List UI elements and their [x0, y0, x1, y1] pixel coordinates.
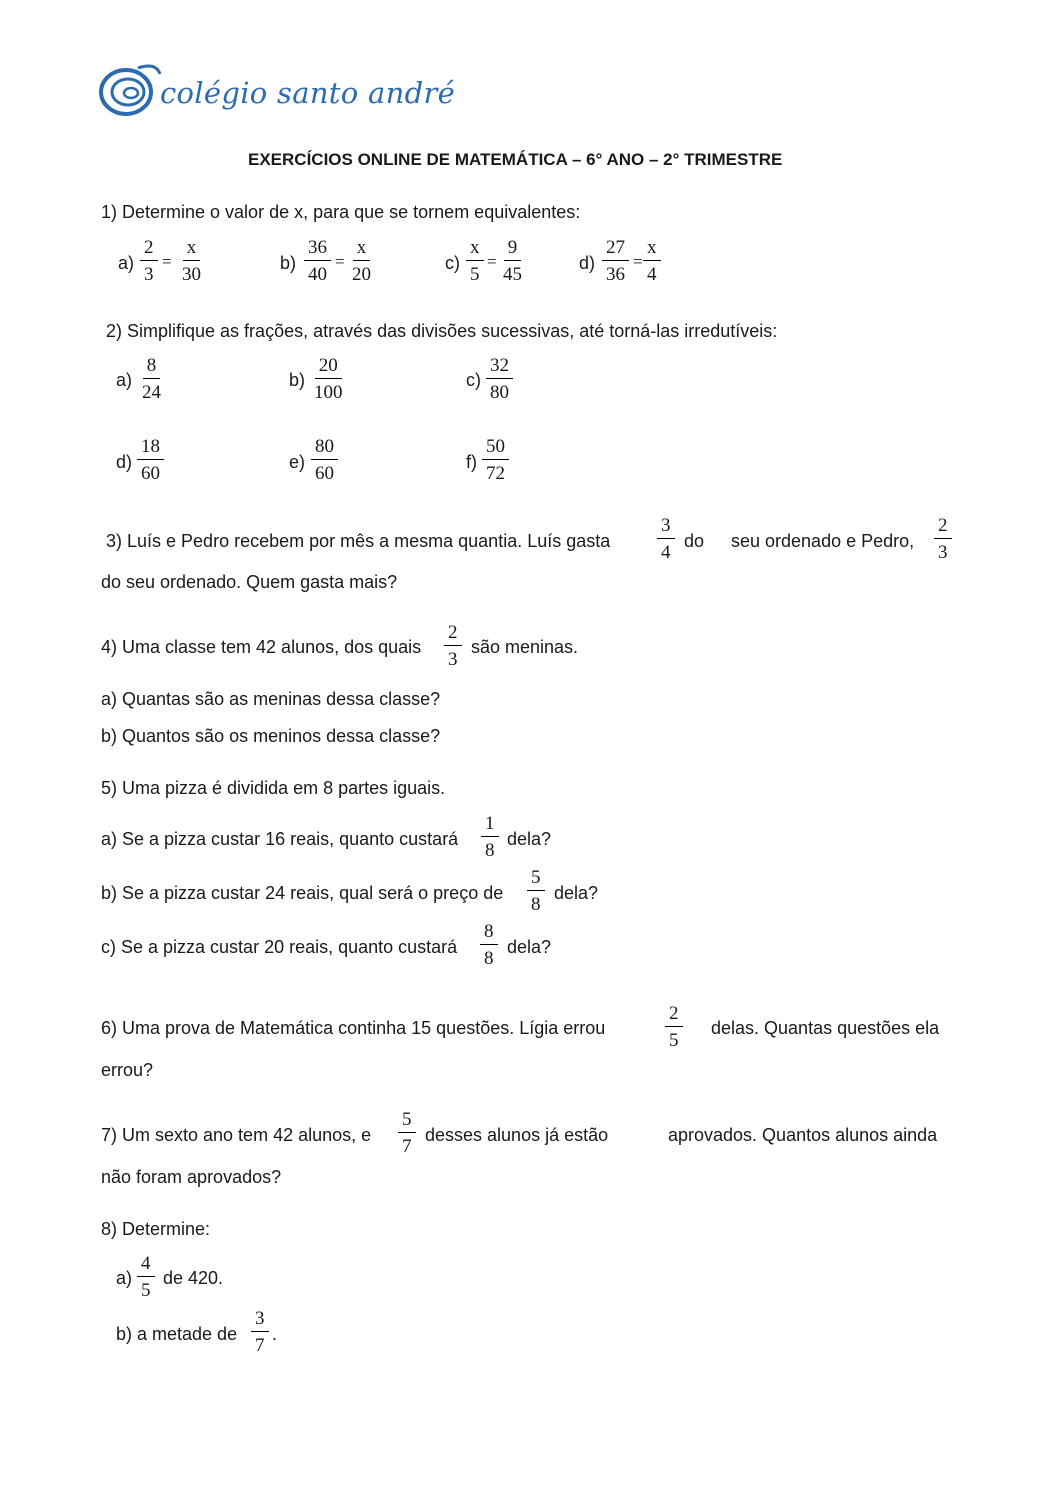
question-6-text-line2: errou?	[101, 1060, 154, 1080]
q2-b-fraction	[310, 356, 347, 402]
equals-sign: =	[487, 252, 497, 271]
numerator: 5	[398, 1110, 416, 1133]
q7-fraction	[398, 1110, 416, 1156]
q1-a-left-fraction	[140, 238, 158, 284]
question-3-text-line2: do seu ordenado. Quem gasta mais?	[101, 572, 398, 592]
question-5a-end: dela?	[507, 829, 552, 849]
numerator: x	[183, 238, 201, 261]
school-name: colégio santo andré	[160, 76, 456, 110]
denominator: 100	[314, 382, 343, 403]
q1-c-left-fraction	[466, 238, 484, 284]
question-5b-text: b) Se a pizza custar 24 reais, qual será o preço de	[101, 883, 504, 903]
numerator: 27	[602, 238, 629, 261]
denominator: 3	[144, 264, 154, 285]
numerator: 36	[304, 238, 331, 261]
question-4-text-part1: 4) Uma classe tem 42 alunos, dos quais	[101, 637, 422, 657]
numerator: 3	[251, 1309, 269, 1332]
numerator: x	[643, 238, 661, 261]
denominator: 60	[141, 463, 160, 484]
q8a-fraction	[137, 1254, 155, 1300]
question-8b-text: b) a metade de	[116, 1324, 238, 1344]
question-7-text-part2: desses alunos já estão	[425, 1125, 609, 1145]
denominator: 8	[531, 894, 541, 915]
question-8b-end: .	[272, 1324, 278, 1344]
q5b-fraction	[527, 868, 545, 914]
denominator: 5	[470, 264, 480, 285]
q1-b-right-fraction	[348, 238, 375, 284]
question-3-text-part1: 3) Luís e Pedro recebem por mês a mesma quantia. Luís gasta	[106, 531, 611, 551]
q2-d-label: d)	[116, 452, 133, 472]
q1-d-label: d)	[579, 253, 596, 273]
q5a-fraction	[481, 814, 499, 860]
question-6-text-part1: 6) Uma prova de Matemática continha 15 questões. Lígia errou	[101, 1018, 606, 1038]
q5c-fraction	[480, 922, 498, 968]
q2-c-fraction	[486, 356, 513, 402]
q2-a-label: a)	[116, 370, 133, 390]
numerator: 80	[311, 437, 338, 460]
numerator: 2	[140, 238, 158, 261]
school-logo	[98, 60, 162, 125]
question-5b-end: dela?	[554, 883, 599, 903]
denominator: 30	[182, 264, 201, 285]
q1-b-label: b)	[280, 253, 297, 273]
numerator: 9	[504, 238, 522, 261]
question-4-text-part2: são meninas.	[471, 637, 579, 657]
numerator: 2	[934, 516, 952, 539]
denominator: 80	[490, 382, 509, 403]
question-6-text-part2: delas. Quantas questões ela	[711, 1018, 940, 1038]
denominator: 5	[141, 1280, 151, 1301]
denominator: 3	[448, 649, 458, 670]
question-7-text-part1: 7) Um sexto ano tem 42 alunos, e	[101, 1125, 372, 1145]
q1-a-label: a)	[118, 253, 135, 273]
numerator: x	[466, 238, 484, 261]
q1-a-right-fraction	[178, 238, 205, 284]
denominator: 8	[484, 948, 494, 969]
denominator: 4	[661, 542, 671, 563]
q6-fraction	[665, 1004, 683, 1050]
equals-sign: =	[633, 252, 643, 271]
numerator: 50	[482, 437, 509, 460]
denominator: 7	[402, 1136, 412, 1157]
denominator: 3	[938, 542, 948, 563]
denominator: 60	[315, 463, 334, 484]
page-title: EXERCÍCIOS ONLINE DE MATEMÁTICA – 6° ANO – 2° TRIMESTRE	[248, 150, 783, 169]
denominator: 8	[485, 840, 495, 861]
denominator: 45	[503, 264, 522, 285]
q1-b-left-fraction	[304, 238, 331, 284]
numerator: 3	[657, 516, 675, 539]
numerator: 18	[137, 437, 164, 460]
q2-b-label: b)	[289, 370, 306, 390]
numerator: 8	[143, 356, 161, 379]
q1-c-label: c)	[445, 253, 460, 273]
numerator: 20	[315, 356, 342, 379]
numerator: 2	[665, 1004, 683, 1027]
denominator: 24	[142, 382, 161, 403]
q2-f-label: f)	[466, 452, 477, 472]
question-5a-text: a) Se a pizza custar 16 reais, quanto custará	[101, 829, 459, 849]
q2-a-fraction	[138, 356, 165, 402]
numerator: x	[353, 238, 371, 261]
denominator: 20	[352, 264, 371, 285]
question-4a: a) Quantas são as meninas dessa classe?	[101, 689, 441, 709]
question-5c-end: dela?	[507, 937, 552, 957]
equals-sign: =	[162, 252, 172, 271]
numerator: 2	[444, 623, 462, 646]
question-5c-text: c) Se a pizza custar 20 reais, quanto custará	[101, 937, 458, 957]
denominator: 7	[255, 1335, 265, 1356]
question-8a-end: de 420.	[163, 1268, 224, 1288]
numerator: 1	[481, 814, 499, 837]
question-7-text-part3: aprovados. Quantos alunos ainda	[668, 1125, 938, 1145]
question-3-text-part2: do	[684, 531, 705, 551]
school-logo-emblem	[98, 60, 162, 120]
question-2-text: 2) Simplifique as frações, através das divisões sucessivas, até torná-las irredutíveis:	[106, 321, 778, 341]
q8b-fraction	[251, 1309, 269, 1355]
denominator: 36	[606, 264, 625, 285]
q2-c-label: c)	[466, 370, 481, 390]
question-7-text-line2: não foram aprovados?	[101, 1167, 282, 1187]
q2-d-fraction	[137, 437, 164, 483]
q3-fraction-luis	[657, 516, 675, 562]
q1-d-left-fraction	[602, 238, 629, 284]
numerator: 4	[137, 1254, 155, 1277]
q2-f-fraction	[482, 437, 509, 483]
question-1-text: 1) Determine o valor de x, para que se tornem equivalentes:	[101, 202, 581, 222]
q2-e-label: e)	[289, 452, 306, 472]
denominator: 40	[308, 264, 327, 285]
q1-c-right-fraction	[499, 238, 526, 284]
q3-fraction-pedro	[934, 516, 952, 562]
q8-a-label: a)	[116, 1268, 133, 1288]
q1-d-right-fraction	[643, 238, 661, 284]
equals-sign: =	[335, 252, 345, 271]
q4-fraction	[444, 623, 462, 669]
denominator: 72	[486, 463, 505, 484]
question-5-text: 5) Uma pizza é dividida em 8 partes iguais.	[101, 778, 446, 798]
question-8-text: 8) Determine:	[101, 1219, 211, 1239]
q2-e-fraction	[311, 437, 338, 483]
denominator: 5	[669, 1030, 679, 1051]
numerator: 32	[486, 356, 513, 379]
question-4b: b) Quantos são os meninos dessa classe?	[101, 726, 441, 746]
numerator: 5	[527, 868, 545, 891]
question-3-text-part3: seu ordenado e Pedro,	[731, 531, 915, 551]
numerator: 8	[480, 922, 498, 945]
denominator: 4	[647, 264, 657, 285]
